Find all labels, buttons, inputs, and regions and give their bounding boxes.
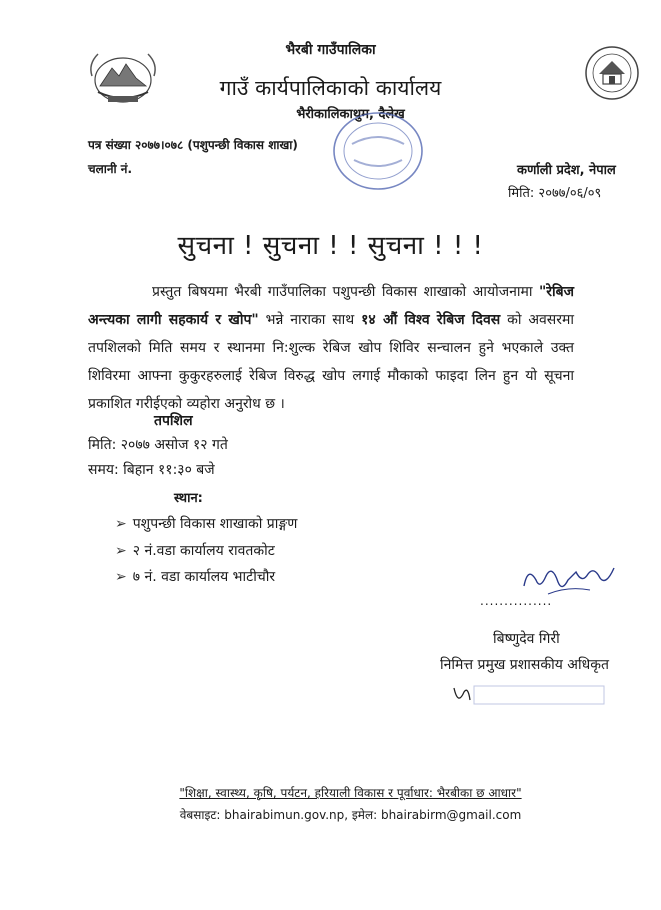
location-text: ७ नं. वडा कार्यालय भाटीचौर xyxy=(132,569,276,585)
letter-date: मिति: २०७७/०६/०९ xyxy=(508,186,602,201)
event-date: मिति: २०७७ असोज १२ गते xyxy=(88,437,228,453)
province-label: कर्णाली प्रदेश, नेपाल xyxy=(517,163,616,178)
arrow-bullet-icon: ➢ xyxy=(115,569,127,585)
arrow-bullet-icon: ➢ xyxy=(115,516,127,532)
location-text: पशुपन्छी विकास शाखाको प्राङ्गण xyxy=(132,516,298,532)
office-address: भैरीकालिकाथुम, दैलेख xyxy=(296,107,405,122)
body-text-part: प्रस्तुत बिषयमा भैरबी गाउँपालिका पशुपन्छी विकास शाखाको आयोजनामा xyxy=(152,284,539,300)
location-text: २ नं.वडा कार्यालय रावतकोट xyxy=(132,543,275,559)
municipality-name: भैरबी गाउँपालिका xyxy=(285,42,376,58)
notice-body xyxy=(88,278,574,418)
location-item xyxy=(115,541,275,560)
arrow-bullet-icon: ➢ xyxy=(115,543,127,559)
reference-number: पत्र संख्या २०७७।०७८ (पशुपन्छी विकास शाखा) xyxy=(88,138,298,152)
municipality-slogan: "शिक्षा, स्वास्थ्य, कृषि, पर्यटन, हरियाली विकास र पूर्वाधार: भैरबीका छ आधार" xyxy=(179,786,522,800)
details-heading: तपशिल xyxy=(154,413,193,429)
dispatch-number: चलानी नं. xyxy=(88,162,133,176)
location-heading: स्थान: xyxy=(174,491,203,506)
designation-stamp xyxy=(450,682,610,710)
location-item xyxy=(115,567,275,586)
office-stamp xyxy=(330,108,426,194)
signer-name: बिष्णुदेव गिरी xyxy=(493,631,560,647)
body-text-part: भन्ने नाराका साथ xyxy=(258,312,362,328)
office-title: गाउँ कार्यपालिकाको कार्यालय xyxy=(219,76,442,100)
notice-heading: सुचना ! सुचना ! ! सुचना ! ! ! xyxy=(177,231,484,261)
contact-info: वेबसाइट: bhairabimun.gov.np, इमेल: bhairabirm@gmail.com xyxy=(179,808,522,822)
event-name: १४ औं विश्व रेबिज दिवस xyxy=(361,312,501,328)
event-time: समय: बिहान ११:३० बजे xyxy=(88,462,215,478)
body-text-part: को अवसरमा तपशिलको मिति समय र स्थानमा नि:शुल्क रेबिज खोप शिविर सन्चालन हुने भएकाले उक्त शिविरमा आफ्ना कुकुरहरुलाई रेबिज विरुद्ध खोप लगाई मौकाको फाइदा लिन हुन यो सूचना प्रकाशित गरीईएको व्यहोरा अनुरोध छ । xyxy=(88,312,574,412)
location-item xyxy=(115,514,297,533)
campaign-slogan: "रेबिज अन्त्यका लागी सहकार्य र खोप" xyxy=(88,284,574,328)
signature-line: ............... xyxy=(480,594,553,608)
signer-title: निमित्त प्रमुख प्रशासकीय अधिकृत xyxy=(440,657,609,673)
